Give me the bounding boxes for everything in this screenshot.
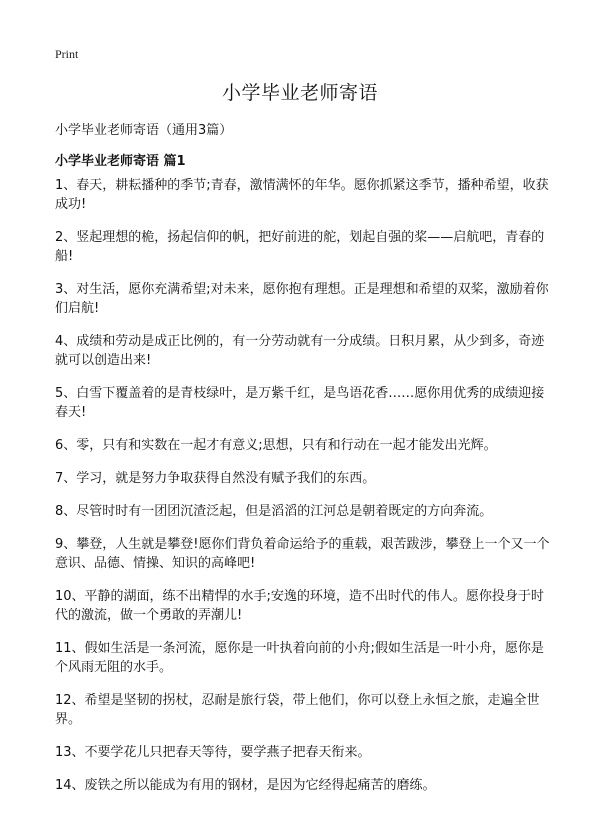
document-title: 小学毕业老师寄语 <box>221 82 378 104</box>
message-item: 4、成绩和劳动是成正比例的，有一分劳动就有一分成绩。日积月累，从少到多，奇迹就可以创造出来! <box>55 334 545 368</box>
message-item: 14、废铁之所以能成为有用的钢材，是因为它经得起痛苦的磨练。 <box>55 778 436 793</box>
message-item: 2、竖起理想的桅，扬起信仰的帆，把好前进的舵，划起自强的桨——启航吧，青春的船! <box>55 230 545 264</box>
message-item: 13、不要学花儿只把春天等待，要学燕子把春天衔来。 <box>55 745 371 760</box>
message-item: 3、对生活，愿你充满希望;对未来，愿你抱有理想。正是理想和希望的双桨，激励着你们启航! <box>55 282 549 316</box>
message-item: 10、平静的湖面，练不出精悍的水手;安逸的环境，造不出时代的伟人。愿你投身于时代的激流，做一个勇敢的弄潮儿! <box>55 589 544 623</box>
message-item: 8、尽管时时有一团团沉渣泛起，但是滔滔的江河总是朝着既定的方向奔流。 <box>55 504 493 519</box>
message-item: 1、春天，耕耘播种的季节;青春，激情满怀的年华。愿你抓紧这季节，播种希望，收获成功! <box>55 178 549 212</box>
section-heading: 小学毕业老师寄语 篇1 <box>55 154 186 169</box>
message-item: 7、学习，就是努力争取获得自然没有赋予我们的东西。 <box>55 471 376 486</box>
message-item: 9、攀登，人生就是攀登!愿你们背负着命运给予的重载，艰苦跋涉，攀登上一个又一个意识、品德、情操、知识的高峰吧! <box>55 537 550 571</box>
print-link[interactable]: Print <box>55 47 79 61</box>
message-item: 5、白雪下覆盖着的是青枝绿叶，是万紫千红，是鸟语花香……愿你用优秀的成绩迎接春天! <box>55 386 545 420</box>
message-item: 12、希望是坚韧的拐杖，忍耐是旅行袋，带上他们，你可以登上永恒之旅，走遍全世界。 <box>55 693 540 727</box>
document-subtitle: 小学毕业老师寄语（通用3篇） <box>55 123 233 138</box>
message-item: 6、零，只有和实数在一起才有意义;思想，只有和行动在一起才能发出光辉。 <box>55 438 497 453</box>
message-item: 11、假如生活是一条河流，愿你是一叶执着向前的小舟;假如生活是一叶小舟，愿你是个风雨无阻的水手。 <box>55 641 544 675</box>
message-list <box>55 176 555 809</box>
